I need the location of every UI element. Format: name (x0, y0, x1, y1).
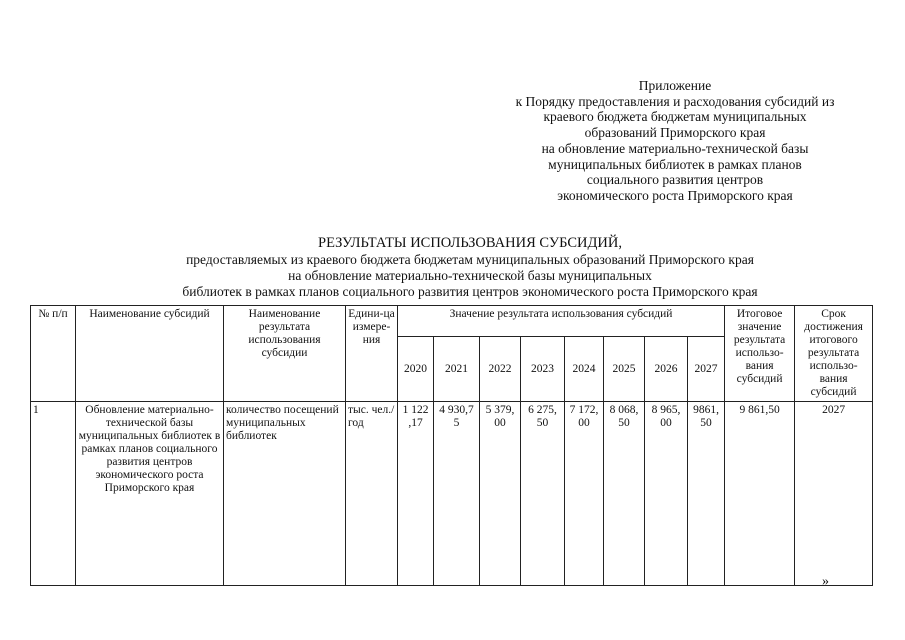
header-total: Итоговое значение результата использо-вания субсидий (725, 306, 795, 402)
document-subtitle-line: библиотек в рамках планов социального развития центров экономического роста Приморского края (182, 283, 758, 299)
document-title: РЕЗУЛЬТАТЫ ИСПОЛЬЗОВАНИЯ СУБСИДИЙ, (318, 235, 622, 251)
header-result-name: Наименование результата использования субсидии (224, 306, 346, 402)
header-year: 2025 (604, 337, 645, 402)
closing-quote-mark: » (822, 574, 829, 589)
appendix-line: Приложение (638, 78, 712, 93)
cell-value-2022: 5 379, 00 (480, 402, 521, 586)
cell-value-2023: 6 275, 50 (521, 402, 565, 586)
header-year: 2020 (398, 337, 434, 402)
document-subtitle-line: на обновление материально-технической базы муниципальных (288, 267, 652, 283)
appendix-line: образований Приморского края (584, 125, 766, 141)
header-year: 2022 (480, 337, 521, 402)
cell-value-2021: 4 930,7 5 (434, 402, 480, 586)
appendix-line: социального развития центров (586, 172, 764, 188)
header-year: 2021 (434, 337, 480, 402)
document-title-block (120, 234, 820, 299)
document-subtitle-line: предоставляемых из краевого бюджета бюджетам муниципальных образований Приморского края (186, 252, 754, 267)
header-year: 2026 (645, 337, 688, 402)
cell-num: 1 (31, 402, 76, 586)
header-unit: Едини-ца измере-ния (346, 306, 398, 402)
appendix-line: на обновление материально-технической базы (541, 140, 809, 156)
cell-total: 9 861,50 (725, 402, 795, 586)
appendix-line: краевого бюджета бюджетам муниципальных (543, 109, 807, 125)
header-deadline: Срок достижения итогового результата использо-вания субсидий (795, 306, 873, 402)
table-header-row (31, 306, 873, 337)
header-subsidy-name: Наименование субсидий (76, 306, 224, 402)
table-row (31, 402, 873, 586)
header-values-group: Значение результата использования субсидий (398, 306, 725, 337)
appendix-header (480, 78, 870, 204)
appendix-line: экономического роста Приморского края (557, 187, 793, 203)
results-table (30, 305, 873, 586)
cell-value-2026: 8 965, 00 (645, 402, 688, 586)
appendix-line: муниципальных библиотек в рамках планов (548, 156, 802, 172)
appendix-line: к Порядку предоставления и расходования субсидий из (515, 93, 835, 109)
header-year: 2027 (688, 337, 725, 402)
cell-deadline: 2027 (795, 402, 873, 586)
cell-unit: тыс. чел./год (346, 402, 398, 586)
cell-subsidy-name: Обновление материально-технической базы муниципальных библиотек в рамках планов социального развития центров экономического роста Приморского края (76, 402, 224, 586)
header-year: 2023 (521, 337, 565, 402)
cell-result-name: количество посещений муниципальных библиотек (224, 402, 346, 586)
cell-value-2024: 7 172, 00 (565, 402, 604, 586)
cell-value-2025: 8 068, 50 (604, 402, 645, 586)
header-year: 2024 (565, 337, 604, 402)
header-num: № п/п (31, 306, 76, 402)
cell-value-2020: 1 122 ,17 (398, 402, 434, 586)
cell-value-2027: 9861, 50 (688, 402, 725, 586)
